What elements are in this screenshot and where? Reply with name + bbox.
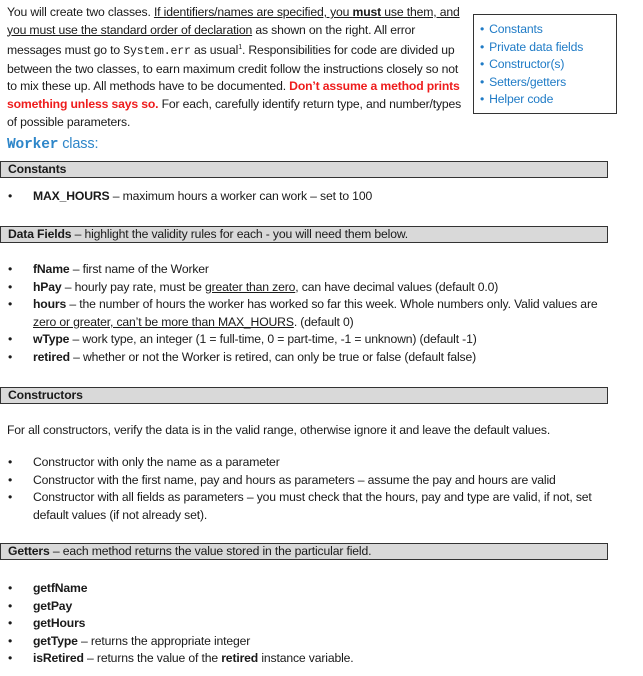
intro-text: For each, carefully identify return type, and number/types of possible parameters.: [7, 97, 462, 129]
data-fields-list: [33, 261, 613, 367]
list-item: • wType – work type, an integer (1 = full-time, 0 = part-time, -1 = unknown) (default -1): [33, 331, 613, 349]
list-item: • getType – returns the appropriate integer: [33, 633, 613, 651]
class-heading: Worker class:: [7, 136, 99, 153]
order-item: • Constructor(s): [480, 56, 616, 74]
list-item: • Constructor with the first name, pay and hours as parameters – assume the pay and hours are valid: [33, 472, 613, 490]
list-item: • MAX_HOURS – maximum hours a worker can work – set to 100: [33, 188, 613, 206]
getters-list: [33, 580, 613, 668]
warning-text: Don’t assume a method prints something unless says so.: [7, 79, 460, 112]
list-item: • getHours: [33, 615, 613, 633]
list-item: • fName – first name of the Worker: [33, 261, 613, 279]
footnote-ref[interactable]: 1: [238, 44, 242, 52]
section-header-constants: Constants: [0, 161, 608, 178]
list-item: • hPay – hourly pay rate, must be greater than zero, can have decimal values (default 0.0): [33, 279, 613, 297]
intro-paragraph: [7, 4, 467, 131]
intro-text: . Responsibilities for code are divided up between the two classes, to earn maximum credit follow the instructions closely so not to mix these up. All methods have to be documented.: [7, 43, 459, 94]
declaration-order-box: [473, 14, 617, 114]
list-item: • Constructor with all fields as parameters – you must check that the hours, pay and type are valid, if not, set default values (if not already set).: [33, 489, 613, 524]
intro-text: You will create two classes.: [7, 5, 154, 19]
intro-text: as usual: [190, 43, 239, 58]
list-item: • Constructor with only the name as a parameter: [33, 454, 613, 472]
section-header-getters: Getters – each method returns the value stored in the particular field.: [0, 543, 608, 560]
identifier-rule: If identifiers/names are specified, you must use them, and you must use the standard order of declaration: [7, 5, 460, 37]
constructors-intro: For all constructors, verify the data is in the valid range, otherwise ignore it and leave the default values.: [7, 423, 551, 437]
constructors-list: [33, 454, 613, 524]
list-item: • getPay: [33, 598, 613, 616]
list-item: • getfName: [33, 580, 613, 598]
section-header-constructors: Constructors: [0, 387, 608, 404]
order-item: • Private data fields: [480, 39, 616, 57]
code-system-err: System.err: [123, 45, 191, 59]
intro-text: as shown on the right. All error messages must go to: [7, 22, 416, 58]
order-item: • Setters/getters: [480, 74, 616, 92]
order-item: • Helper code: [480, 91, 616, 109]
section-header-data-fields: Data Fields – highlight the validity rules for each - you will need them below.: [0, 226, 608, 243]
list-item: • isRetired – returns the value of the retired instance variable.: [33, 650, 613, 668]
constants-list: [33, 188, 613, 206]
list-item: • retired – whether or not the Worker is retired, can only be true or false (default false): [33, 349, 613, 367]
order-item: • Constants: [480, 21, 616, 39]
list-item: • hours – the number of hours the worker has worked so far this week. Whole numbers only. Valid values are zero or greater, can’t be more than MAX_HOURS. (default 0): [33, 296, 613, 331]
